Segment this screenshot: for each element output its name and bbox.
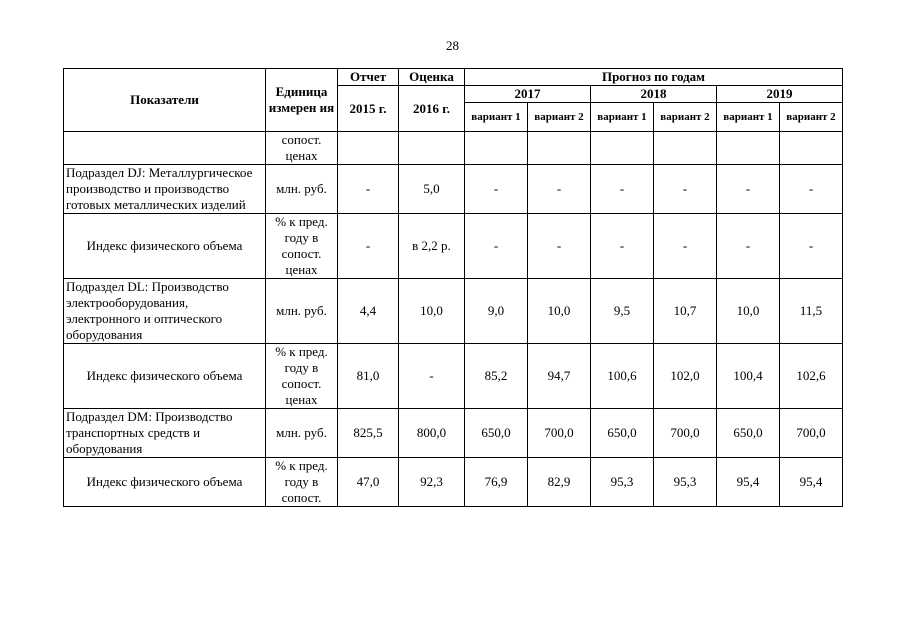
header-variant: вариант 1 xyxy=(465,103,528,132)
table-row xyxy=(64,132,843,165)
cell-2019-v2: 95,4 xyxy=(780,458,843,507)
cell-2018-v1: 650,0 xyxy=(591,409,654,458)
cell-2016: 5,0 xyxy=(399,165,465,214)
cell-2016: 92,3 xyxy=(399,458,465,507)
cell-2019-v1: - xyxy=(717,214,780,279)
header-estimate: Оценка xyxy=(399,69,465,86)
table-row xyxy=(64,409,843,458)
cell-2018-v1: 95,3 xyxy=(591,458,654,507)
row-name: Индекс физического объема xyxy=(64,458,266,507)
header-year-2018: 2018 xyxy=(591,86,717,103)
cell-2016: в 2,2 р. xyxy=(399,214,465,279)
cell-2019-v2: - xyxy=(780,214,843,279)
cell-2017-v1: - xyxy=(465,165,528,214)
table-row xyxy=(64,214,843,279)
table-header xyxy=(64,69,843,132)
cell-2015 xyxy=(338,132,399,165)
cell-2017-v2: 10,0 xyxy=(528,279,591,344)
cell-2019-v1: 10,0 xyxy=(717,279,780,344)
cell-2018-v1: - xyxy=(591,214,654,279)
row-unit: % к пред. году в сопост. ценах xyxy=(266,344,338,409)
row-name xyxy=(64,132,266,165)
header-indicators: Показатели xyxy=(64,69,266,132)
cell-2018-v2: 95,3 xyxy=(654,458,717,507)
table-row xyxy=(64,458,843,507)
row-unit: млн. руб. xyxy=(266,279,338,344)
cell-2015: - xyxy=(338,165,399,214)
cell-2015: 81,0 xyxy=(338,344,399,409)
row-name: Индекс физического объема xyxy=(64,214,266,279)
cell-2019-v1 xyxy=(717,132,780,165)
row-unit: % к пред. году в сопост. ценах xyxy=(266,214,338,279)
cell-2018-v1: - xyxy=(591,165,654,214)
cell-2018-v1: 9,5 xyxy=(591,279,654,344)
cell-2017-v1: 9,0 xyxy=(465,279,528,344)
cell-2015: 825,5 xyxy=(338,409,399,458)
header-variant: вариант 1 xyxy=(717,103,780,132)
cell-2019-v2: 102,6 xyxy=(780,344,843,409)
row-name: Подраздел DM: Производство транспортных средств и оборудования xyxy=(64,409,266,458)
cell-2015: - xyxy=(338,214,399,279)
cell-2017-v2: 700,0 xyxy=(528,409,591,458)
cell-2019-v2 xyxy=(780,132,843,165)
header-estimate-year: 2016 г. xyxy=(399,86,465,132)
cell-2019-v1: - xyxy=(717,165,780,214)
cell-2017-v2: 94,7 xyxy=(528,344,591,409)
row-name: Подраздел DL: Производство электрооборудования, электронного и оптического оборудования xyxy=(64,279,266,344)
cell-2016: - xyxy=(399,344,465,409)
header-report-year: 2015 г. xyxy=(338,86,399,132)
cell-2017-v2: - xyxy=(528,165,591,214)
cell-2017-v2: 82,9 xyxy=(528,458,591,507)
header-unit: Единица измерен ия xyxy=(266,69,338,132)
cell-2018-v2: 102,0 xyxy=(654,344,717,409)
cell-2017-v2 xyxy=(528,132,591,165)
cell-2015: 47,0 xyxy=(338,458,399,507)
cell-2017-v1: - xyxy=(465,214,528,279)
cell-2018-v2: - xyxy=(654,165,717,214)
cell-2016: 10,0 xyxy=(399,279,465,344)
cell-2019-v1: 650,0 xyxy=(717,409,780,458)
cell-2017-v1: 650,0 xyxy=(465,409,528,458)
row-unit: сопост. ценах xyxy=(266,132,338,165)
cell-2016 xyxy=(399,132,465,165)
header-year-2019: 2019 xyxy=(717,86,843,103)
cell-2017-v1 xyxy=(465,132,528,165)
header-variant: вариант 2 xyxy=(528,103,591,132)
cell-2019-v1: 95,4 xyxy=(717,458,780,507)
table-row xyxy=(64,279,843,344)
table-row xyxy=(64,344,843,409)
table-row xyxy=(64,165,843,214)
cell-2015: 4,4 xyxy=(338,279,399,344)
header-variant: вариант 2 xyxy=(780,103,843,132)
cell-2018-v1: 100,6 xyxy=(591,344,654,409)
header-forecast: Прогноз по годам xyxy=(465,69,843,86)
cell-2018-v2 xyxy=(654,132,717,165)
header-variant: вариант 1 xyxy=(591,103,654,132)
row-unit: млн. руб. xyxy=(266,165,338,214)
page-number: 28 xyxy=(446,38,459,53)
cell-2019-v2: 11,5 xyxy=(780,279,843,344)
cell-2018-v1 xyxy=(591,132,654,165)
cell-2018-v2: 700,0 xyxy=(654,409,717,458)
cell-2019-v2: 700,0 xyxy=(780,409,843,458)
cell-2017-v2: - xyxy=(528,214,591,279)
cell-2018-v2: - xyxy=(654,214,717,279)
table-body xyxy=(64,132,843,507)
cell-2018-v2: 10,7 xyxy=(654,279,717,344)
cell-2017-v1: 85,2 xyxy=(465,344,528,409)
row-unit: млн. руб. xyxy=(266,409,338,458)
cell-2019-v2: - xyxy=(780,165,843,214)
row-name: Подраздел DJ: Металлургическое производство и производство готовых металлических изделий xyxy=(64,165,266,214)
cell-2017-v1: 76,9 xyxy=(465,458,528,507)
cell-2019-v1: 100,4 xyxy=(717,344,780,409)
header-report: Отчет xyxy=(338,69,399,86)
row-name: Индекс физического объема xyxy=(64,344,266,409)
cell-2016: 800,0 xyxy=(399,409,465,458)
row-unit: % к пред. году в сопост. xyxy=(266,458,338,507)
header-variant: вариант 2 xyxy=(654,103,717,132)
forecast-table xyxy=(63,68,843,507)
header-year-2017: 2017 xyxy=(465,86,591,103)
